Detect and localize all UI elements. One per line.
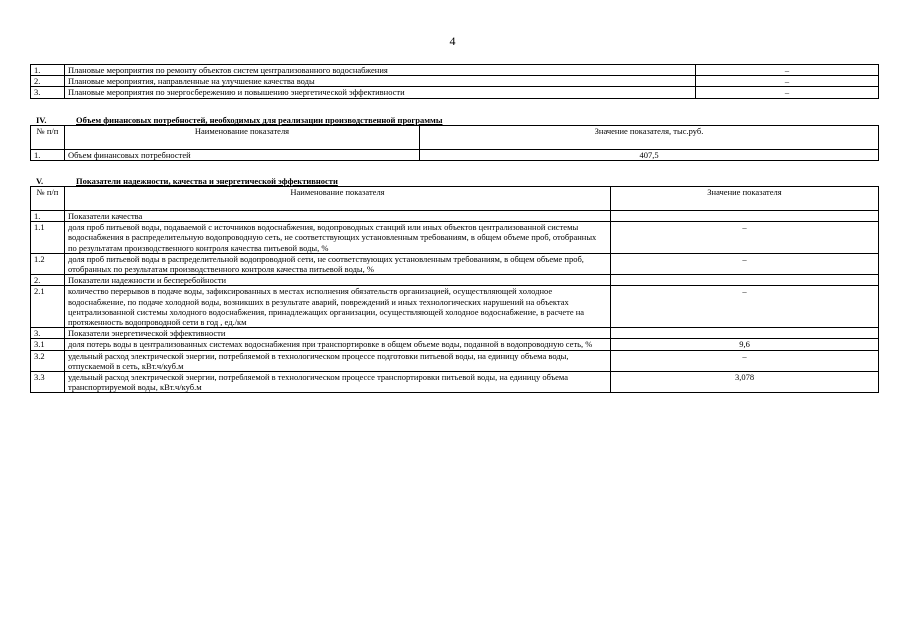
row-text: удельный расход электрической энергии, потребляемой в технологическом процессе транспортировки питьевой воды, на единицу объема транспортируемой воды, кВт.ч/куб.м xyxy=(65,372,611,393)
header-name: Наименование показателя xyxy=(65,187,611,211)
row-number: 3.1 xyxy=(31,339,65,350)
row-text: доля проб питьевой воды в распределительной водопроводной сети, не соответствующих установленным требованиям, в общем объеме проб, отобранных по результатам производственного контроля качества питьевой воды, % xyxy=(65,253,611,274)
header-value: Значение показателя, тыс.руб. xyxy=(420,126,879,150)
row-value: 3,078 xyxy=(611,372,879,393)
row-number: 1. xyxy=(31,211,65,222)
section-heading: Показатели надежности, качества и энергетической эффективности xyxy=(76,176,338,186)
table-row xyxy=(31,328,879,339)
row-number: 3. xyxy=(31,87,65,98)
row-value xyxy=(611,275,879,286)
row-number: 1. xyxy=(31,150,65,161)
header-row xyxy=(31,187,879,211)
row-number: 1. xyxy=(31,65,65,76)
row-number: 1.2 xyxy=(31,253,65,274)
row-text: количество перерывов в подаче воды, зафиксированных в местах исполнения обязательств организацией, осуществляющей холодное водоснабжение, по подаче холодной воды, возникших в результате аварий, повреждений и иных технологических нарушений на объектах централизованной системы холодного водоснабжения, принадлежащих организации, осуществляющей холодное водоснабжение, в расчете на протяженность водопроводной сети в год , ед./км xyxy=(65,286,611,328)
table-row xyxy=(31,87,879,98)
table-row xyxy=(31,211,879,222)
row-text: доля потерь воды в централизованных системах водоснабжения при транспортировке в общем объеме воды, поданной в водопроводную сеть, % xyxy=(65,339,611,350)
row-text: Плановые мероприятия, направленные на улучшение качества воды xyxy=(65,76,696,87)
table-row xyxy=(31,339,879,350)
row-text: удельный расход электрической энергии, потребляемой в технологическом процессе подготовки питьевой воды, на единицу объема воды, отпускаемой в сеть, кВт.ч/куб.м xyxy=(65,350,611,371)
table-row xyxy=(31,372,879,393)
row-value: – xyxy=(696,87,879,98)
table-row xyxy=(31,350,879,371)
row-value: – xyxy=(611,253,879,274)
table-row xyxy=(31,65,879,76)
row-value xyxy=(611,328,879,339)
row-value: – xyxy=(696,76,879,87)
row-value xyxy=(611,211,879,222)
header-name: Наименование показателя xyxy=(65,126,420,150)
row-text: Объем финансовых потребностей xyxy=(65,150,420,161)
row-text: доля проб питьевой воды, подаваемой с источников водоснабжения, водопроводных станций или иных объектов централизованной системы водоснабжения в распределительную водопроводную сеть, не соответствующих установленным требованиям, в общем объеме проб, отобранных по результатам производственного контроля качества питьевой воды, % xyxy=(65,222,611,254)
row-text: Плановые мероприятия по ремонту объектов систем централизованного водоснабжения xyxy=(65,65,696,76)
table-row xyxy=(31,253,879,274)
planned-activities-table xyxy=(30,64,879,99)
indicators-table xyxy=(30,186,879,393)
page-number: 4 xyxy=(449,34,456,48)
row-number: 1.1 xyxy=(31,222,65,254)
table-row xyxy=(31,222,879,254)
table-row xyxy=(31,286,879,328)
header-num: № п/п xyxy=(31,187,65,211)
row-number: 3.3 xyxy=(31,372,65,393)
row-text: Показатели качества xyxy=(65,211,611,222)
section-4-title xyxy=(36,115,442,125)
row-text: Показатели надежности и бесперебойности xyxy=(65,275,611,286)
row-value: 9,6 xyxy=(611,339,879,350)
row-number: 3. xyxy=(31,328,65,339)
section-heading: Объем финансовых потребностей, необходимых для реализации производственной программы xyxy=(76,115,443,125)
table-row xyxy=(31,76,879,87)
row-number: 2. xyxy=(31,275,65,286)
header-row xyxy=(31,126,879,150)
header-value: Значение показателя xyxy=(611,187,879,211)
row-number: 2. xyxy=(31,76,65,87)
table-row xyxy=(31,275,879,286)
row-number: 2.1 xyxy=(31,286,65,328)
row-text: Плановые мероприятия по энергосбережению и повышению энергетической эффективности xyxy=(65,87,696,98)
row-number: 3.2 xyxy=(31,350,65,371)
row-value: – xyxy=(611,286,879,328)
section-number: V. xyxy=(36,176,44,186)
section-5-title xyxy=(36,176,338,186)
header-num: № п/п xyxy=(31,126,65,150)
section-number: IV. xyxy=(36,115,47,125)
row-value: 407,5 xyxy=(420,150,879,161)
row-value: – xyxy=(611,350,879,371)
row-value: – xyxy=(611,222,879,254)
table-row xyxy=(31,150,879,161)
financial-needs-table xyxy=(30,125,879,161)
row-text: Показатели энергетической эффективности xyxy=(65,328,611,339)
row-value: – xyxy=(696,65,879,76)
